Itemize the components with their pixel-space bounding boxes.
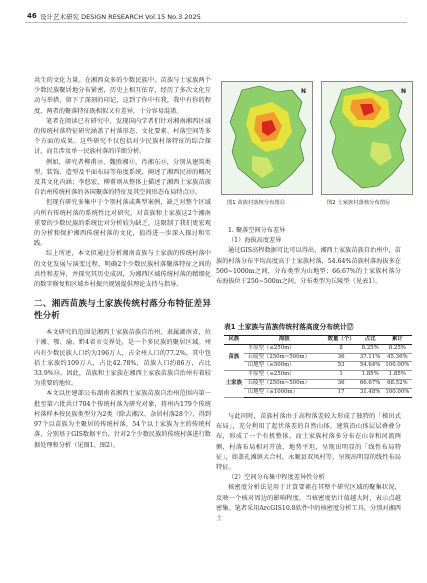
- paragraph: 与此同时，苗族村落由于高程落差较大形成了独特的「梯田式布局」，充分利用了起伏落差的自然山体，建筑沿山体层层叠叠分布，形成了一个有机整体。而土家族村落多分布在山谷和河流两侧，村落布局相对开放，地势平坦，呈现出明显的「线性布局特征」，如盖孔滩镇大合村，永顺县双凤村等，呈现出明显的线性布局特征。: [216, 413, 401, 472]
- ethnicity-cell: 土家族: [224, 371, 244, 397]
- table-row: [224, 344, 412, 353]
- right-column: [216, 226, 401, 287]
- header-rule: [25, 22, 407, 23]
- table-cell: 山地型（≥1000m）: [244, 388, 325, 397]
- table-cell: 平原型（≤250m）: [244, 344, 325, 353]
- table-cell: 68.52%: [383, 379, 412, 388]
- paragraph: 综上所述，本文拟通过分析湘南苗族与土家族的传统村落中的文化发展与演变过程，明确2个少数民族村落聚落特征之间的共性和差异，并探究其历史成因，为湘西区域传统村落的精细化的数字修复和区域乡村振兴规划提供理论支持与指导。: [34, 250, 211, 289]
- figure-caption: 图2 土家族村落核分布图⑯: [327, 200, 391, 206]
- paragraph: 但现有研究多集中于个别村落或典型案例，缺乏对整个区域内所有传统村落的系统性比对研究，对苗族和土家族这2个湘南重要的少数民族的系统比对分析较为缺乏，这限制了我们更宏观的分析和保护湘西传统村落的文化，值得进一步深入探讨和实践。: [34, 199, 211, 248]
- tujia-density-map: [321, 81, 413, 195]
- table-header: 占比: [358, 336, 383, 345]
- paragraph: 通过GIS高程数据可比可以得出，湘西土家族苗族自治州中，苗族的村落分布平均高度高于土家族村落，54.64%苗族村落海拔多在500~1000m之间，分布类型为山地型；66.67%的土家族村落分布海拔位于250~500m之间，分布类型为丘陵型（见表1）。: [216, 247, 401, 286]
- table-row: [224, 379, 412, 388]
- table-row: [224, 371, 412, 380]
- table-cell: 100.00%: [383, 388, 412, 397]
- paragraph: 核密度分析法是用于计算要素在其整个研究区域的聚集状况，反映一个核对周边的影响程度，当核密度估计值越大时，表示点越密集。笔者采用ArcGIS10.8软件中的核密度分析工具，分别对湘西土: [216, 484, 401, 523]
- journal-title: 设计艺术研究 DESIGN RESEARCH Vol.15 No.3 2025: [40, 13, 201, 21]
- section-title: 二、湘西苗族与土家族传统村落分布特征差异性分析: [34, 299, 211, 322]
- page-header: [0, 0, 427, 27]
- table-cell: 17: [325, 388, 358, 397]
- table-cell: 37.11%: [358, 353, 383, 362]
- table-cell: 丘陵型（250m~500m）: [244, 353, 325, 362]
- table-cell: 66.67%: [358, 379, 383, 388]
- altitude-table: [224, 335, 412, 398]
- right-column-lower: [216, 412, 401, 524]
- sub-heading: （2）空间分布集中程度差异性分析: [228, 474, 325, 482]
- table-cell: 1.85%: [383, 371, 412, 380]
- table-cell: 100.00%: [383, 362, 412, 371]
- miao-density-map: [221, 81, 313, 195]
- north-arrow-icon: N: [300, 88, 306, 95]
- sub-heading: （1）海拔高度差异: [228, 237, 282, 245]
- table-header: 民族: [224, 336, 244, 345]
- north-arrow-icon: N: [400, 88, 406, 95]
- table-cell: 31.48%: [358, 388, 383, 397]
- table-header: 数量（个）: [325, 336, 358, 345]
- table-title: 表1 土家族与苗族传统村落高度分布统计⑰: [224, 323, 354, 331]
- map-graphic-1: [222, 82, 312, 194]
- page-number: 46: [27, 12, 37, 20]
- table-header-row: [224, 336, 412, 345]
- figure-caption: 图1 苗族村落核分布图⑮: [227, 200, 286, 206]
- table-cell: 1: [325, 371, 358, 380]
- table-row: [224, 388, 412, 397]
- paragraph: 笔者在阅读已有研究中，发现国内学者们针对湘南湘西区域的传统村落特征研究涵盖了村落形态、文化要素、村落空间等多个方面的成果。这些研究不仅包括对少民族村落特征的综合探讨，而且涉及单一民族村落的详细分析。: [34, 117, 211, 156]
- table-row: [224, 362, 412, 371]
- paragraph: 本文以住建部公布湖南省湘西土家族苗族自治州范围内第一批至第六批共计704个传统村落为研究对象，将州内179个传统村落样本按民族类型分为2类（除去湘汉、杂居村落28个），得到97个以苗族为主聚居的传统村落，54个以土家族为主的传统村落，分别基于GIS数据平台，针对2个少数民族的传统村落进行数据处理和分析（见图1、图2）。: [34, 390, 211, 449]
- paragraph: 共生的文化力量。在湘西众多的少数民族中，苗族与土家族两个少数民族聚居地分布紧密，历史上相互依存，经历了多次文化互动与举措，留下了深刻的印记，这到了你中有我，我中有你的程度，两者的聚落特征既相似又有差异，十分容易混淆。: [34, 77, 211, 115]
- table-cell: 1.85%: [358, 371, 383, 380]
- paragraph: 本文研究的范围是湘西土家族苗族自治州，隶属湖南省，位于湘、鄂、渝、黔4省市交界处，是一个多民族的聚居区域。州内有少数民族人口约为196万人，占全州人口的77.2%，其中包括土家族约109万人，占比42.78%，苗族人口约86万，占比33.9%⑭。因此，苗族和土家族在湘西土家族苗族自治州有着较为重要的地位。: [34, 329, 211, 388]
- table-cell: 53: [325, 362, 358, 371]
- left-column: [34, 76, 211, 451]
- table-cell: 平原型（≤250m）: [244, 371, 325, 380]
- table-cell: 丘陵型（250m~500m）: [244, 379, 325, 388]
- table-header: 海拔: [244, 336, 325, 345]
- sub-heading: 1. 聚落空间分布差异: [228, 227, 286, 234]
- table-cell: 山地型（≥500m）: [244, 362, 325, 371]
- table-row: [224, 353, 412, 362]
- table-cell: 8: [325, 344, 358, 353]
- map-graphic-2: [322, 82, 412, 194]
- table-cell: 45.36%: [383, 353, 412, 362]
- paragraph: 例如，研究者柳甫⑩、魏胜湘⑪、肖湘东⑫，分别从建筑类型、装饰、造型及平面布局等角度系统，阐述了湘西民居的概况及其文化内涵；李悠宏、柳甫则从整体上描述了湘西土家族苗族自治州传统村落的各国聚落的特征及其空间形态布局特点⑬。: [34, 158, 211, 197]
- ethnicity-cell: 苗族: [224, 344, 244, 370]
- table-cell: 8.25%: [383, 344, 412, 353]
- table-header: 累计: [383, 336, 412, 345]
- table-cell: 54.64%: [358, 362, 383, 371]
- table-cell: 36: [325, 353, 358, 362]
- figure-area: [217, 75, 411, 217]
- table-cell: 36: [325, 379, 358, 388]
- table-cell: 8.25%: [358, 344, 383, 353]
